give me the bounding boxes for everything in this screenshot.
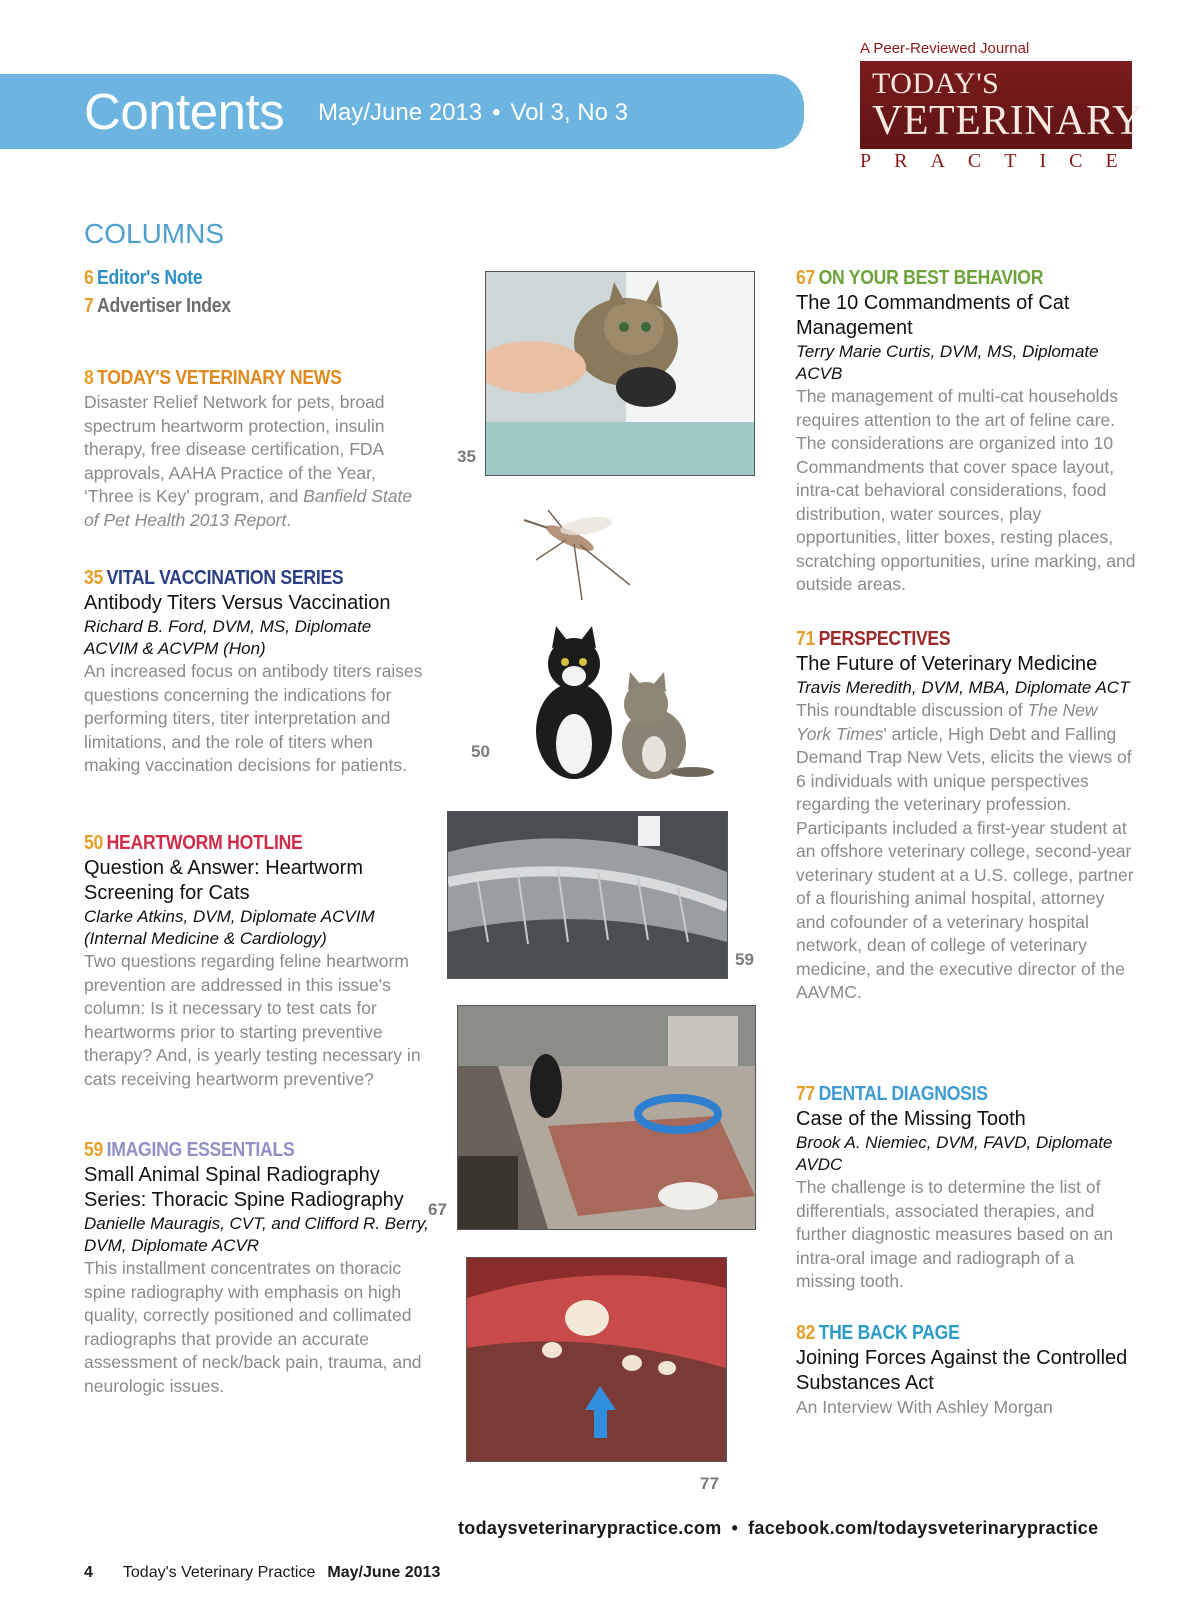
article-title: Question & Answer: Heartworm Screening for Cats [84,857,363,904]
section-title: ON YOUR BEST BEHAVIOR [818,267,1044,289]
toc-entry-advertiser-index[interactable] [84,293,429,319]
section-title: IMAGING ESSENTIALS [106,1139,295,1161]
section-title: Advertiser Index [97,295,231,317]
section-title: TODAY'S VETERINARY NEWS [97,367,342,389]
left-column [84,0,429,1500]
footer-bullet: • [731,1518,739,1538]
article-title: The Future of Veterinary Medicine [796,653,1098,675]
section-title: HEARTWORM HOTLINE [106,832,303,854]
image-page-ref-35: 35 [457,447,476,466]
article-author: Terry Marie Curtis, DVM, MS, Diplomate ACVB [796,342,1099,383]
image-page-ref-59: 59 [735,950,754,969]
radiograph-image [447,811,728,979]
section-title: Editor's Note [97,267,203,289]
issue-bullet: • [492,99,501,126]
room-cats-photo [457,1005,756,1230]
section-title: VITAL VACCINATION SERIES [106,567,344,589]
image-page-ref-77: 77 [700,1474,719,1493]
cats-sitting-photo [514,626,714,781]
image-page-ref-50: 50 [471,742,490,761]
article-author: Brook A. Niemiec, DVM, FAVD, Diplomate AVDC [796,1133,1113,1174]
toc-entry-imaging[interactable] [84,1137,429,1398]
article-author: Richard B. Ford, DVM, MS, Diplomate ACVIM & ACVPM (Hon) [84,617,372,658]
toc-entry-vaccination[interactable] [84,565,429,778]
entry-description: An Interview With Ashley Morgan [796,1397,1053,1417]
logo-line-todays: TODAY'S [872,67,1000,100]
section-title: DENTAL DIAGNOSIS [818,1083,988,1105]
folio-page-number: 4 [84,1564,93,1581]
page-number: 71 [796,628,816,650]
logo-line-veterinary: VETERINARY [872,98,1143,144]
page-title: Contents [84,83,285,140]
article-title: The 10 Commandments of Cat Management [796,292,1070,339]
article-title: Antibody Titers Versus Vaccination [84,592,391,614]
mosquito-image [508,490,648,605]
page-number: 6 [84,267,94,289]
image-page-ref-67: 67 [428,1200,447,1219]
page-number: 8 [84,367,94,389]
folio-issue: May/June 2013 [327,1564,441,1581]
issue-volume: Vol 3, No 3 [510,99,628,126]
page-number: 50 [84,832,104,854]
footer-links [458,1518,1098,1539]
right-column [796,0,1141,1500]
entry-description: This installment concentrates on thoracic spine radiography with emphasis on high quality, correctly positioned and collimated radiographs that provide an accurate assessment of neck/back pain, trauma, and neurologic issues. [84,1258,422,1396]
dental-photo [466,1257,727,1462]
section-title: PERSPECTIVES [818,628,951,650]
article-title: Small Animal Spinal Radiography Series: Thoracic Spine Radiography [84,1164,404,1211]
article-title: Joining Forces Against the Controlled Substances Act [796,1347,1128,1394]
entry-description: Two questions regarding feline heartworm prevention are addressed in this issue's column: Is it necessary to test cats for heartworms prior to starting preventive therapy? And, is yearly testing necessary in cats receiving heartworm preventive? [84,951,421,1089]
page-number: 77 [796,1083,816,1105]
page-folio [84,1564,440,1582]
toc-entry-perspectives[interactable] [796,626,1136,1005]
entry-description: An increased focus on antibody titers raises questions concerning the indications for performing titers, titer interpretation and limitations, and the role of titers when making vaccination decisions for patients. [84,661,423,775]
page-number: 82 [796,1322,816,1344]
page-number: 59 [84,1139,104,1161]
entry-description: The challenge is to determine the list of differentials, associated therapies, and further diagnostic measures based on an intra-oral image and radiograph of a missing tooth. [796,1177,1114,1291]
section-title: THE BACK PAGE [818,1322,960,1344]
folio-publication: Today's Veterinary Practice [122,1564,316,1581]
facebook-link[interactable]: facebook.com/todaysveterinarypractice [748,1518,1099,1538]
entry-description: Disaster Relief Network for pets, broad spectrum heartworm protection, insulin therapy, free disease certification, FDA approvals, AAHA Practice of the Year, ‘Three is Key’ program, and Banfield State of Pet Health 2013 Report. [84,392,413,530]
article-author: Travis Meredith, DVM, MBA, Diplomate ACT [796,678,1130,697]
logo-line-practice: PRACTICE [860,150,1141,172]
toc-entry-back-page[interactable] [796,1320,1136,1420]
toc-entry-heartworm[interactable] [84,830,429,1091]
journal-tagline: A Peer-Reviewed Journal [860,40,1030,57]
website-link[interactable]: todaysveterinarypractice.com [458,1518,722,1538]
page-number: 35 [84,567,104,589]
page-number: 67 [796,267,816,289]
entry-description: This roundtable discussion of The New York Times' article, High Debt and Falling Demand Trap New Vets, elicits the views of 6 individuals with unique perspectives regarding the veterinary profession. Participants included a first-year student at an offshore veterinary college, second-year veterinary student at a U.S. college, partner of a flourishing animal hospital, attorney and cofounder of a veterinary hospital network, dean of college of veterinary medicine, and the executive director of the AAVMC. [796,700,1134,1002]
toc-entry-behavior[interactable] [796,265,1136,597]
toc-entry-news[interactable] [84,365,429,532]
page-number: 7 [84,295,94,317]
entry-description: The management of multi-cat households requires attention to the art of feline care. The considerations are organized into 10 Commandments that cover space layout, intra-cat behavioral considerations, food distribution, water sources, play opportunities, litter boxes, resting places, scratching opportunities, urine marking, and outside areas. [796,386,1136,594]
article-author: Clarke Atkins, DVM, Diplomate ACVIM (Internal Medicine & Cardiology) [84,907,375,948]
article-author: Danielle Mauragis, CVT, and Clifford R. Berry, DVM, Diplomate ACVR [84,1214,429,1255]
columns-heading: COLUMNS [84,218,225,249]
toc-entry-editors-note[interactable] [84,265,429,291]
cat-exam-photo [485,271,755,476]
article-title: Case of the Missing Tooth [796,1108,1026,1130]
toc-entry-dental[interactable] [796,1081,1136,1294]
issue-date: May/June 2013 [318,99,483,126]
